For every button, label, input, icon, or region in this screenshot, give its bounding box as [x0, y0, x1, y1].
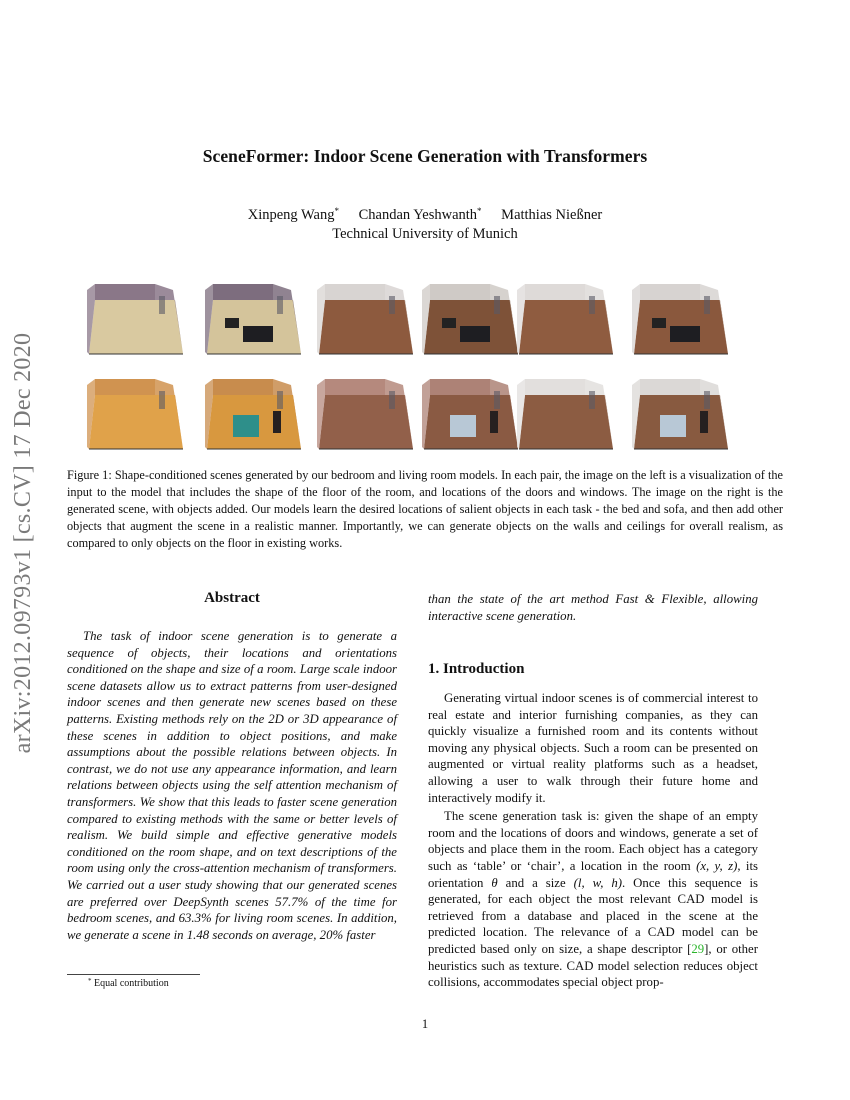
room-render-image	[420, 282, 520, 362]
footnote-rule	[67, 974, 200, 975]
equal-contribution-mark: *	[334, 206, 339, 216]
intro-paragraph-2: The scene generation task is: given the shape of an empty room and the locations of doors and windows, generate a set of objects and place them in the room. Each object has a category such as ‘table’ or ‘chair’, a location in the room (x, y, z), its orientation θ and a size (l, w, h). Once this sequence is generated, for each object the most relevant CAD model is retrieved from a database and placed in the scene at the predicted location. The relevance of a CAD model can be predicted based only on size, a shape descriptor [29], or other heuristics such as texture. CAD model selection reduces object collisions, accommodates special object prop-	[428, 809, 758, 990]
math-lwh: (l, w, h)	[573, 875, 623, 890]
figure-1	[85, 282, 755, 460]
room-render-image	[630, 377, 730, 457]
author-name: Xinpeng Wang	[247, 207, 335, 223]
affiliation: Technical University of Munich	[332, 226, 518, 242]
room-render-image	[515, 377, 615, 457]
room-render-image	[315, 282, 415, 362]
author-name: Matthias Nießner	[501, 207, 603, 223]
abstract-heading: Abstract	[204, 590, 260, 606]
introduction-text	[428, 690, 758, 991]
room-render-image	[85, 282, 185, 362]
author-block	[0, 202, 850, 244]
author-name: Chandan Yeshwanth	[358, 207, 478, 223]
room-render-image	[203, 377, 303, 457]
footnote: * Equal contribution	[88, 977, 169, 989]
arxiv-side-stamp: arXiv:2012.09793v1 [cs.CV] 17 Dec 2020	[10, 332, 36, 754]
abstract-paragraph-cont: than the state of the art method Fast & Flexible, allowing interactive scene generation.	[428, 592, 758, 623]
abstract-continuation	[428, 591, 758, 624]
room-render-image	[315, 377, 415, 457]
math-theta: θ	[491, 875, 498, 890]
intro-paragraph-1: Generating virtual indoor scenes is of commercial interest to real estate and interior furnishing companies, as they can quickly visualize a furnished room and its contents without moving any physical objects. Such a room can be presented on augmented or virtual reality platforms such as a headset, allowing a user to walk through their future home and interactively modify it.	[428, 691, 758, 805]
room-render-image	[85, 377, 185, 457]
paper-title: SceneFormer: Indoor Scene Generation with Transformers	[202, 146, 648, 166]
room-render-image	[420, 377, 520, 457]
page-number: 1	[421, 1017, 429, 1031]
equal-contribution-mark: *	[477, 206, 482, 216]
figure-caption: Figure 1: Shape-conditioned scenes generated by our bedroom and living room models. In each pair, the image on the left is a visualization of the input to the model that includes the shape of the floor of the room, and locations of the doors and windows. The image on the right is the generated scene, with objects added. Our models learn the desired locations of salient objects in each task - the bed and sofa, and then add other objects that augment the scene in a realistic manner. Importantly, we can generate objects on the walls and ceilings for overall realism, as compared to only objects on the floor in existing works.	[67, 468, 783, 550]
author-list	[0, 202, 850, 225]
abstract-text	[67, 628, 397, 943]
abstract-paragraph: The task of indoor scene generation is to generate a sequence of objects, their locations and orientations conditioned on the shape and size of a room. Large scale indoor scene datasets allow us to extract patterns from user-designed indoor scenes and then generate new scenes based on these patterns. Existing methods rely on the 2D or 3D appearance of these scenes in addition to object positions, and make assumptions about the possible relations between objects. In contrast, we do not use any appearance information, and learn relations between objects using the self attention mechanism of transformers. We show that this leads to faster scene generation compared to existing methods with the same or better levels of realism. We build simple and effective generative models conditioned on the room shape, and on text descriptions of the room using only the cross-attention mechanism of transformers. We carried out a user study showing that our generated scenes are preferred over DeepSynth scenes 57.7% of the time for bedroom scenes, and 63.3% for living room scenes. In addition, we generate a scene in 1.48 seconds on average, 20% faster	[67, 629, 397, 942]
room-render-image	[515, 282, 615, 362]
room-render-image	[203, 282, 303, 362]
math-xyz: (x, y, z)	[696, 858, 738, 873]
citation-link[interactable]: 29	[691, 941, 705, 956]
section-heading-introduction: 1. Introduction	[428, 661, 525, 677]
room-render-image	[630, 282, 730, 362]
